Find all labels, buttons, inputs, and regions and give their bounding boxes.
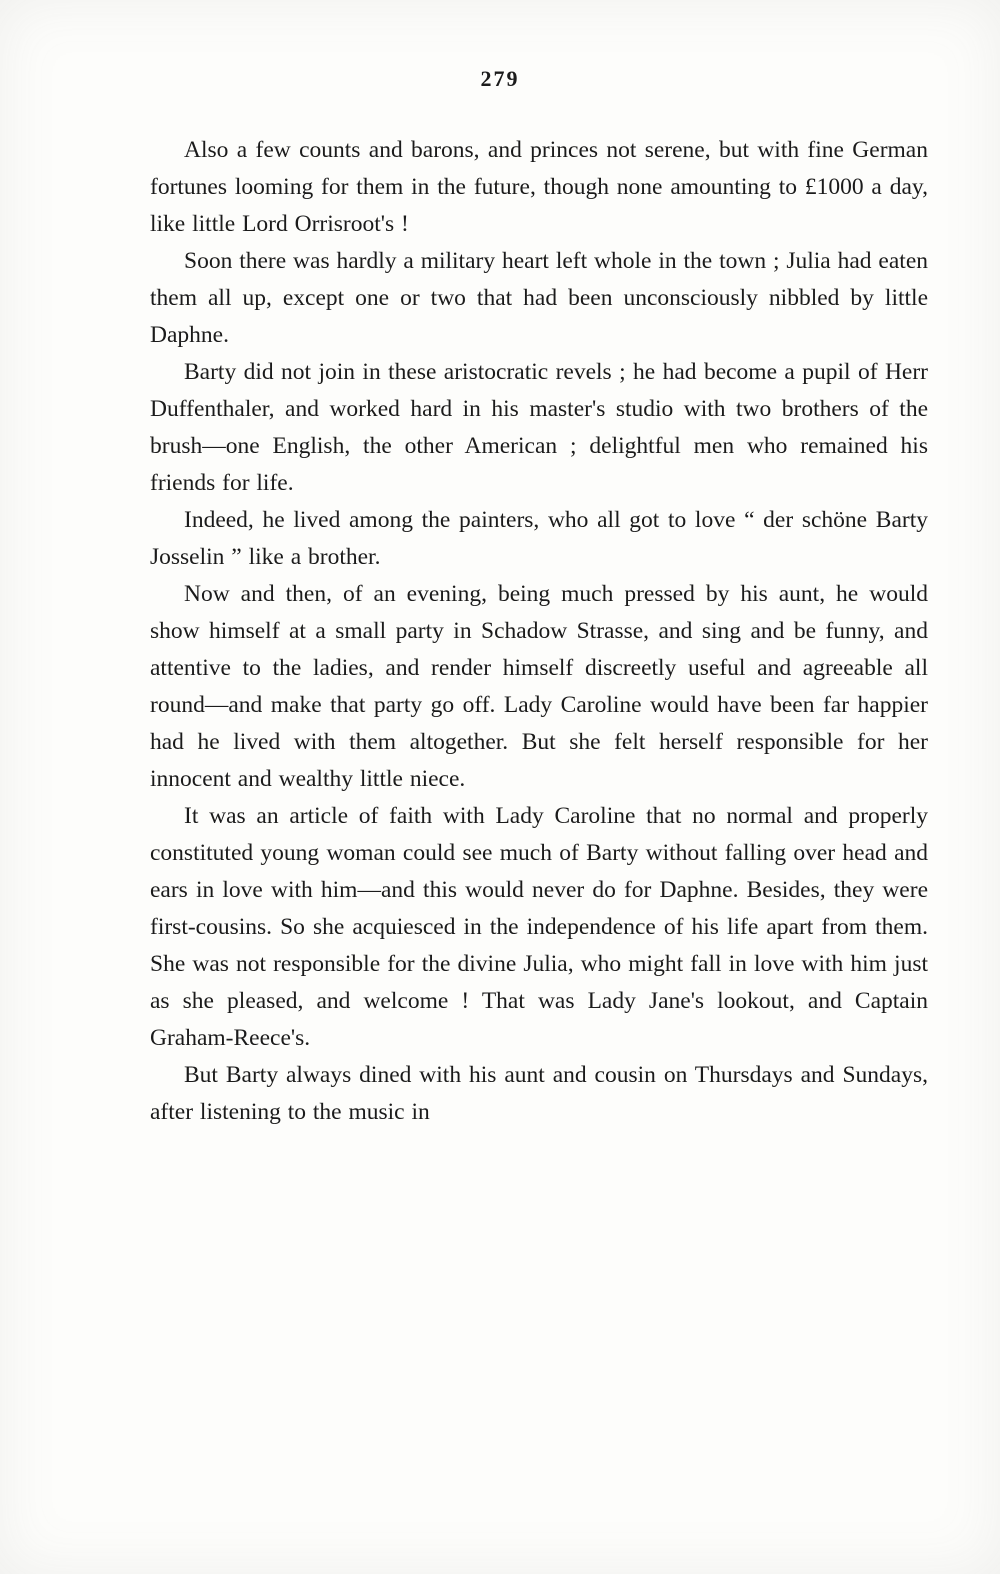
- paragraph: Barty did not join in these aristocratic revels ; he had become a pupil of Herr Duffenthaler, and worked hard in his master's studio with two brothers of the brush—one English, the other American ; delightful men who remained his friends for life.: [150, 359, 928, 496]
- text-block: [150, 132, 928, 1131]
- paragraph: It was an article of faith with Lady Caroline that no normal and properly constituted young woman could see much of Barty without falling over head and ears in love with him—and this would never do for Daphne. Besides, they were first-cousins. So she acquiesced in the independence of his life apart from them. She was not responsible for the divine Julia, who might fall in love with him just as she pleased, and welcome ! That was Lady Jane's lookout, and Captain Graham-Reece's.: [150, 803, 928, 1051]
- paragraph: But Barty always dined with his aunt and cousin on Thursdays and Sundays, after listening to the music in: [150, 1062, 928, 1125]
- page-number: 279: [480, 66, 520, 91]
- paragraph: Indeed, he lived among the painters, who all got to love “ der schöne Barty Josselin ” like a brother.: [150, 507, 928, 570]
- paragraph: Now and then, of an evening, being much pressed by his aunt, he would show himself at a small party in Schadow Strasse, and sing and be funny, and attentive to the ladies, and render himself discreetly useful and agreeable all round—and make that party go off. Lady Caroline would have been far happier had he lived with them altogether. But she felt herself responsible for her innocent and wealthy little niece.: [150, 581, 928, 792]
- paragraph: Also a few counts and barons, and princes not serene, but with fine German fortunes looming for them in the future, though none amounting to £1000 a day, like little Lord Orrisroot's !: [150, 137, 928, 237]
- paragraph: Soon there was hardly a military heart left whole in the town ; Julia had eaten them all up, except one or two that had been unconsciously nibbled by little Daphne.: [150, 248, 928, 348]
